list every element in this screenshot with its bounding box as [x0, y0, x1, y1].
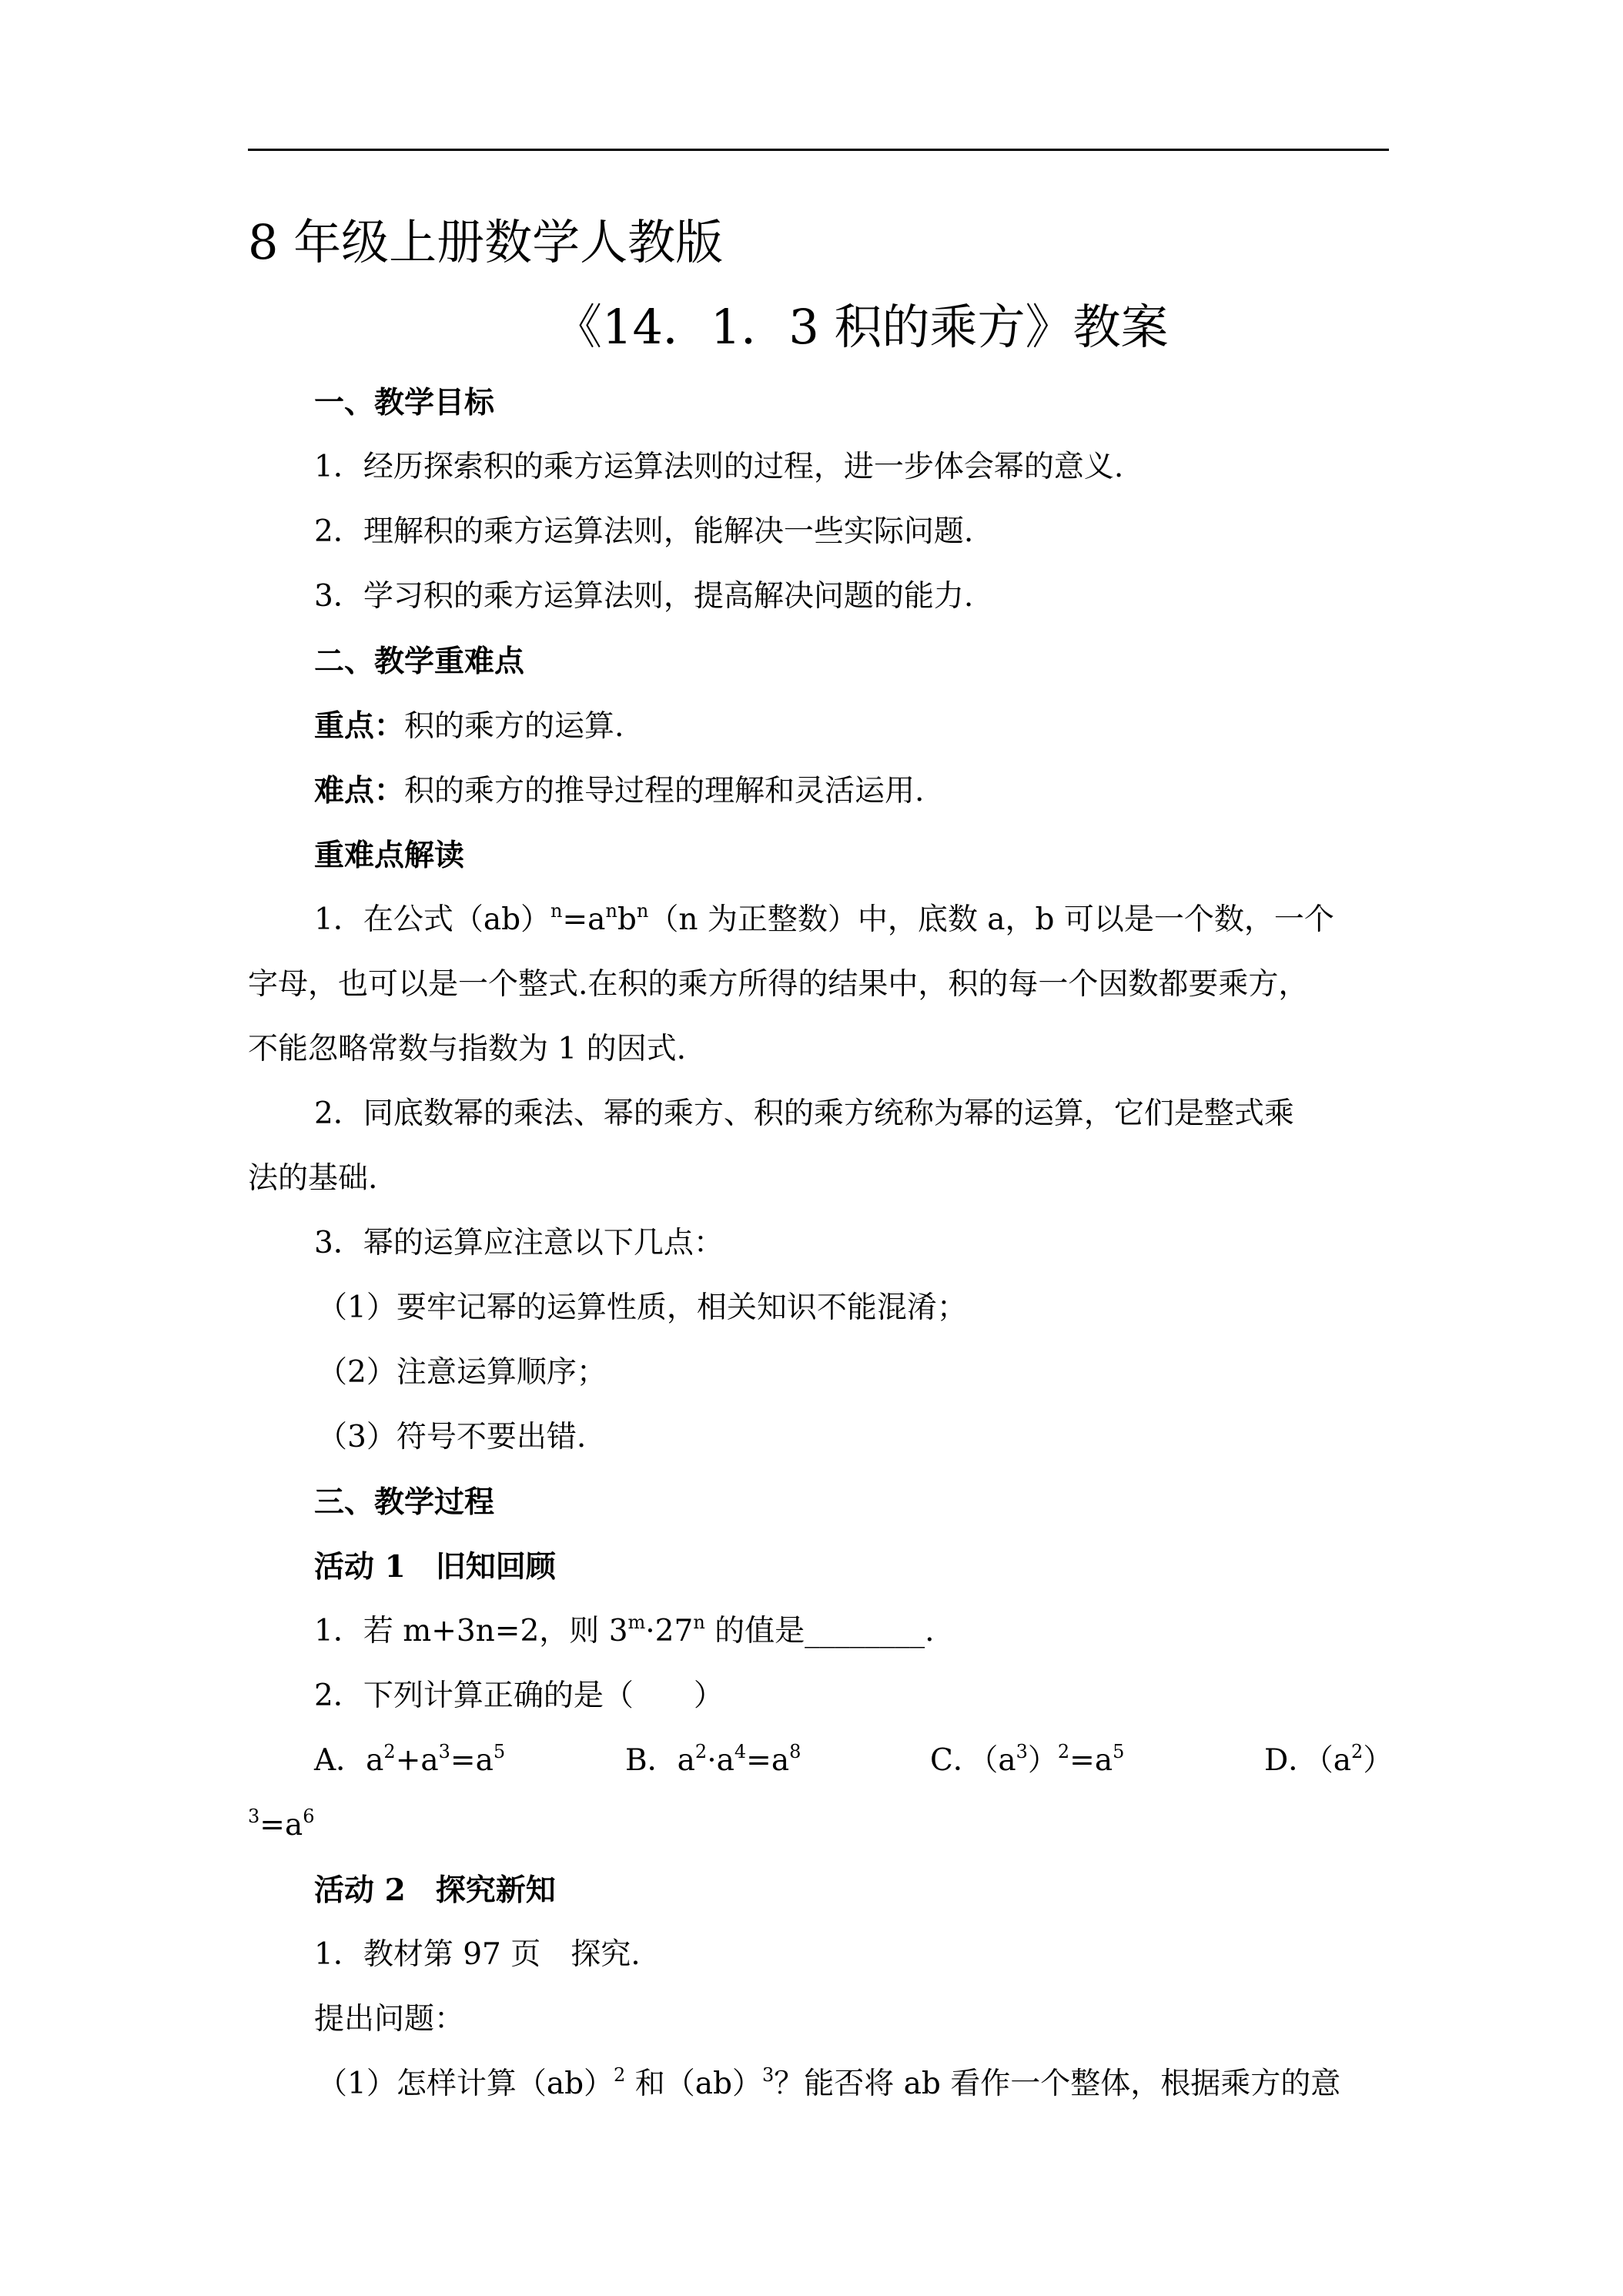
question-1: 1．若 m+3n=2，则 $3^m\cdot 27^n$ 的值是________. [314, 1612, 935, 1648]
key-heading: 二、教学重难点 [314, 644, 525, 679]
goals-heading: 一、教学目标 [314, 385, 495, 420]
header-rule [248, 149, 1389, 151]
activity-2-prompt: 提出问题： [314, 2002, 465, 2037]
reading-1-line3: 不能忽略常数与指数为 1 的因式. [248, 1032, 687, 1066]
reading-heading: 重难点解读 [314, 838, 465, 873]
option-d: D．$(a^2)$ [1264, 1741, 1394, 1778]
reading-3-item-1: （1）要牢记幂的运算性质，相关知识不能混淆； [317, 1290, 967, 1325]
activity-2-question-1: （1）怎样计算（ab）$^2$ 和（ab）$^3$？能否将 ab 看作一个整体，根据乘方的意 [317, 2064, 1341, 2101]
reading-1-line2: 字母，也可以是一个整式.在积的乘方所得的结果中，积的每一个因数都要乘方， [248, 967, 1309, 1002]
document-title: 《14．1．3 积的乘方》教案 [554, 299, 1169, 355]
option-d-continued: $^3=a^6$ [248, 1806, 315, 1842]
activity-1-heading: 活动 1 旧知回顾 [314, 1549, 556, 1585]
goal-2: 2．理解积的乘方运算法则，能解决一些实际问题. [314, 514, 974, 549]
document-subtitle: 8 年级上册数学人教版 [248, 214, 724, 270]
process-heading: 三、教学过程 [314, 1484, 495, 1520]
activity-2-heading: 活动 2 探究新知 [314, 1873, 556, 1908]
question-2: 2．下列计算正确的是（ ） [314, 1678, 724, 1713]
option-b: B．$a^2\cdot a^4=a^8$ [625, 1741, 801, 1778]
goal-1: 1．经历探索积的乘方运算法则的过程，进一步体会幂的意义. [314, 450, 1124, 484]
difficult-text: 积的乘方的推导过程的理解和灵活运用. [404, 774, 925, 808]
reading-2-line2: 法的基础. [248, 1161, 378, 1196]
key-label: 重点： [314, 708, 405, 744]
key-text: 积的乘方的运算. [404, 709, 624, 744]
reading-3: 3．幂的运算应注意以下几点： [314, 1226, 724, 1260]
option-c: C．$(a^3)^2=a^5$ [930, 1741, 1125, 1778]
activity-2-item-1: 1．教材第 97 页 探究. [314, 1937, 641, 1972]
difficult-point [314, 771, 924, 811]
reading-3-item-3: （3）符号不要出错. [317, 1420, 587, 1454]
difficult-label: 难点： [314, 773, 405, 808]
key-point [314, 707, 624, 746]
reading-2-line1: 2．同底数幂的乘法、幂的乘方、积的乘方统称为幂的运算，它们是整式乘 [314, 1096, 1294, 1131]
reading-1-line1: 1．在公式$(ab)^n=a^nb^n(n$ 为正整数）中，底数 a，b 可以是一个数，一个 [314, 900, 1334, 937]
reading-3-item-2: （2）注意运算顺序； [317, 1355, 607, 1390]
goal-3: 3．学习积的乘方运算法则，提高解决问题的能力. [314, 579, 974, 614]
option-a: A．$a^2+a^3=a^5$ [314, 1741, 506, 1778]
